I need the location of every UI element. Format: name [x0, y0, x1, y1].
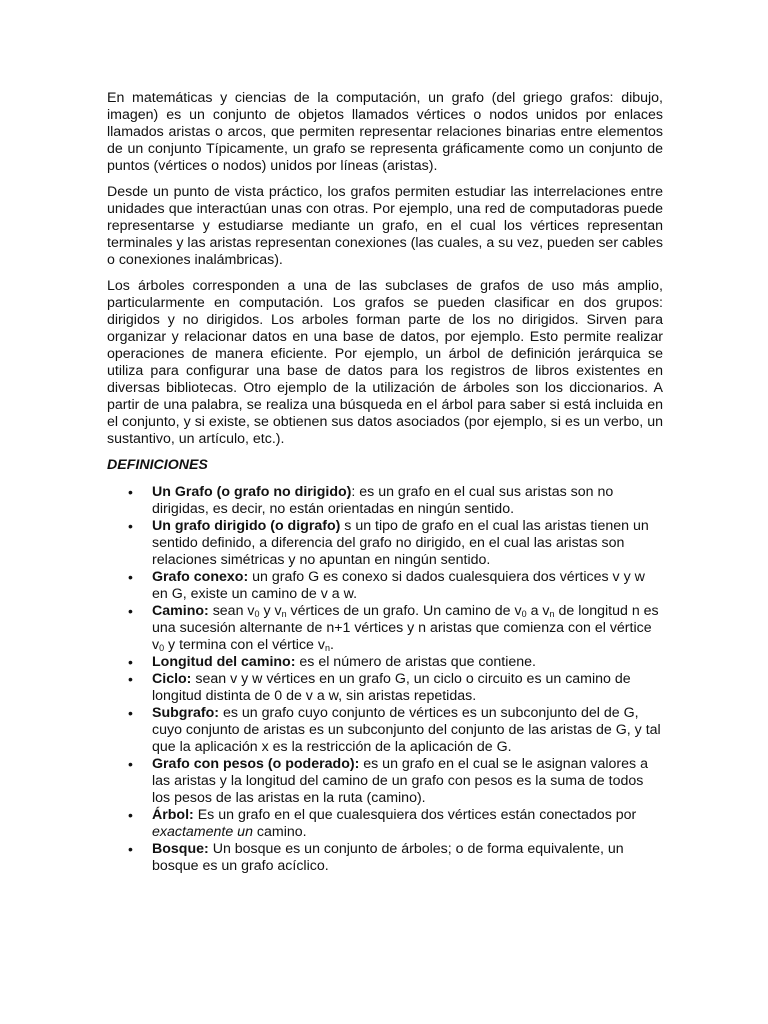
definition-text: .	[329, 637, 334, 653]
subscript: n	[549, 609, 555, 619]
bullet-icon: •	[128, 603, 133, 619]
bullet-icon: •	[128, 807, 133, 823]
definition-camino	[107, 603, 663, 654]
practical-paragraph: Desde un punto de vista práctico, los grafos permiten estudiar las interrelaciones entre unidades que interactúan unas con otras. Por ejemplo, una red de computadoras puede representarse y estudiarse mediante un grafo, en el cual los vértices representan terminales y las aristas representan conexiones (las cuales, a su vez, pueden ser cables o conexiones inalámbricas).	[107, 184, 663, 268]
definition-text: a v	[526, 603, 550, 619]
definition-term: Longitud del camino:	[152, 654, 296, 670]
bullet-icon: •	[128, 841, 133, 857]
definition-text: sean v y w vértices en un grafo G, un ciclo o circuito es un camino de longitud distinta de 0 de v a w, sin aristas repetidas.	[152, 671, 631, 704]
definition-term: Un Grafo (o grafo no dirigido)	[152, 484, 352, 500]
definition-subgrafo	[107, 705, 663, 756]
emphasis-text: exactamente un	[152, 824, 253, 840]
trees-paragraph: Los árboles corresponden a una de las subclases de grafos de uso más amplio, particularmente en computación. Los grafos se pueden clasificar en dos grupos: dirigidos y no dirigidos. Los arboles forman parte de los no dirigidos. Sirven para organizar y relacionar datos en una base de datos, por ejemplo. Esto permite realizar operaciones de manera eficiente. Por ejemplo, un árbol de definición jerárquica se utiliza para configurar una base de datos para los registros de libros existentes en diversas bibliotecas. Otro ejemplo de la utilización de árboles son los diccionarios. A partir de una palabra, se realiza una búsqueda en el árbol para saber si está incluida en el conjunto, y si existe, se obtienen sus datos asociados (por ejemplo, si es un verbo, un sustantivo, un artículo, etc.).	[107, 278, 663, 447]
definition-text: : es un grafo en el cual sus aristas son no dirigidas, es decir, no están orientadas en ningún sentido.	[152, 484, 614, 517]
definition-term: Grafo conexo:	[152, 569, 249, 585]
definition-term: Camino:	[152, 603, 209, 619]
definition-grafo	[107, 484, 663, 518]
definition-digrafo	[107, 518, 663, 569]
definition-term: Bosque:	[152, 841, 209, 857]
definition-text: Es un grafo en el que cualesquiera dos vértices están conectados por	[193, 807, 637, 823]
definition-text: es el número de aristas que contiene.	[295, 654, 536, 670]
definition-conexo	[107, 569, 663, 603]
definition-text: camino.	[252, 824, 307, 840]
definition-text: s un tipo de grafo en el cual las aristas tienen un sentido definido, a diferencia del grafo no dirigido, en el cual las aristas son relaciones simétricas y no apuntan en ningún sentido.	[152, 518, 649, 568]
intro-paragraph: En matemáticas y ciencias de la computación, un grafo (del griego grafos: dibujo, imagen) es un conjunto de objetos llamados vértices o nodos unidos por enlaces llamados aristas o arcos, que permiten representar relaciones binarias entre elementos de un conjunto Típicamente, un grafo se representa gráficamente como un conjunto de puntos (vértices o nodos) unidos por líneas (aristas).	[107, 90, 663, 174]
definition-term: Ciclo:	[152, 671, 192, 687]
definition-text: y v	[259, 603, 282, 619]
definition-bosque	[107, 841, 663, 875]
definition-text: de longitud n es una sucesión alternante de n+1 vértices y n aristas que comienza con el vértice v	[152, 603, 659, 653]
subscript: n	[281, 609, 287, 619]
definition-text: es un grafo cuyo conjunto de vértices es un subconjunto del de G, cuyo conjunto de aristas es un subconjunto del conjunto de las aristas de G, y tal que la aplicación x es la restricción de la aplicación de G.	[152, 705, 661, 755]
bullet-icon: •	[128, 654, 133, 670]
definition-text: vértices de un grafo. Un camino de v	[286, 603, 522, 619]
definition-text: es un grafo en el cual se le asignan valores a las aristas y la longitud del camino de un grafo con pesos es la suma de todos los pesos de las aristas en la ruta (camino).	[152, 756, 648, 806]
definition-text: y termina con el vértice v	[164, 637, 325, 653]
bullet-icon: •	[128, 756, 133, 772]
subscript: n	[324, 643, 330, 653]
bullet-icon: •	[128, 705, 133, 721]
definition-text: Un bosque es un conjunto de árboles; o de forma equivalente, un bosque es un grafo acíclico.	[152, 841, 624, 874]
definition-term: Árbol:	[152, 807, 194, 823]
subscript: 0	[521, 609, 527, 619]
bullet-icon: •	[128, 671, 133, 687]
bullet-icon: •	[128, 518, 133, 534]
definition-term: Un grafo dirigido (o digrafo)	[152, 518, 341, 534]
definition-arbol	[107, 807, 663, 841]
definition-text: un grafo G es conexo si dados cualesquiera dos vértices v y w en G, existe un camino de v a w.	[152, 569, 645, 602]
bullet-icon: •	[128, 484, 133, 500]
definition-term: Grafo con pesos (o poderado):	[152, 756, 360, 772]
subscript: 0	[254, 609, 260, 619]
subscript: 0	[159, 643, 165, 653]
bullet-icon: •	[128, 569, 133, 585]
definitions-list	[107, 484, 663, 875]
definition-text: sean v	[208, 603, 255, 619]
document-page	[107, 90, 663, 875]
definition-longitud	[107, 654, 663, 671]
definition-pesos	[107, 756, 663, 807]
definitions-heading: DEFINICIONES	[107, 457, 208, 473]
definition-ciclo	[107, 671, 663, 705]
definition-term: Subgrafo:	[152, 705, 219, 721]
